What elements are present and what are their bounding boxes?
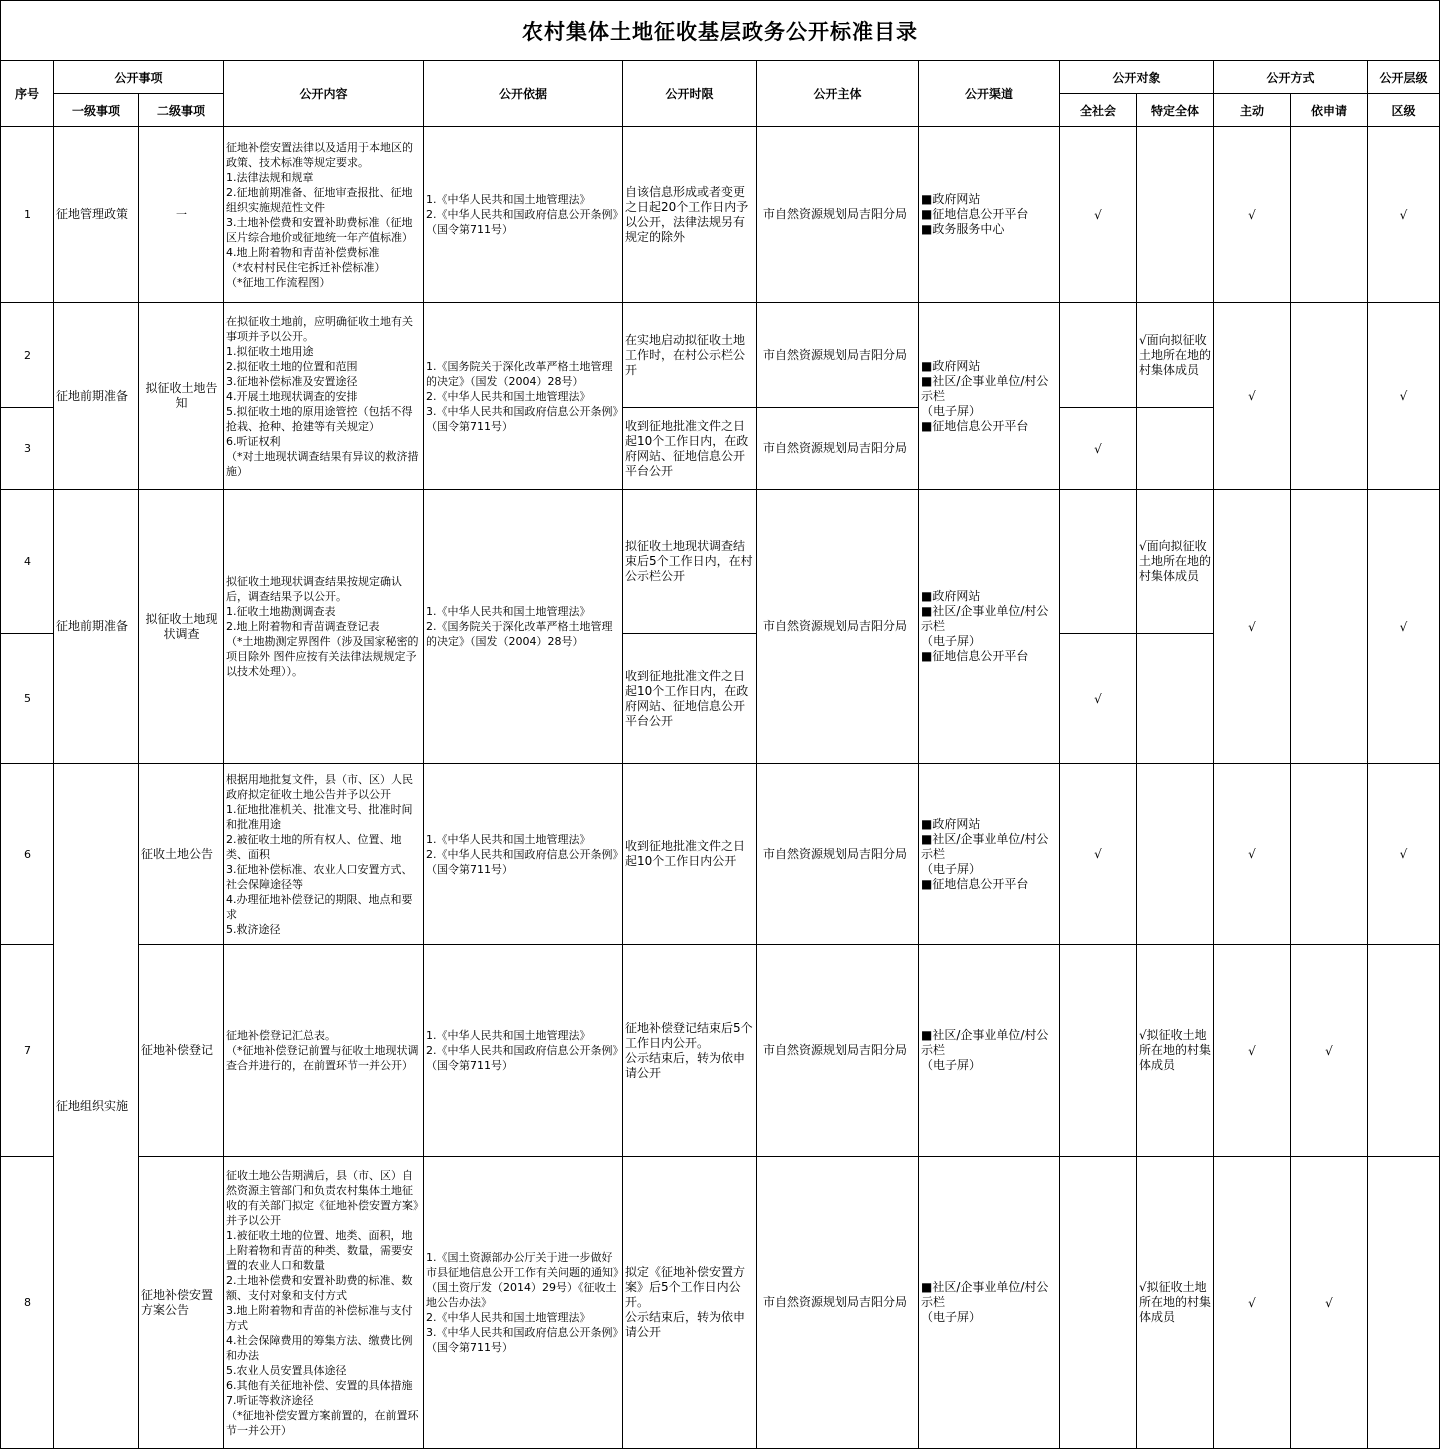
mode-active-check: √ (1248, 619, 1256, 634)
row-subject: 市自然资源规划局吉阳分局 (763, 347, 908, 362)
row-seq: 5 (24, 692, 31, 705)
header-item-l1: 一级事项 (71, 103, 120, 118)
row-subject: 市自然资源规划局吉阳分局 (763, 619, 908, 633)
row-l2: 拟征收土地告知 (145, 381, 218, 410)
target-specific-note: √面向拟征收土地所在地的村集体成员 (1139, 539, 1212, 583)
row-basis: 1.《中华人民共和国土地管理法》 2.《中华人民共和国政府信息公开条例》（国令第711号） (426, 193, 618, 236)
row-channel: ■政府网站 ■社区/企事业单位/村公示栏 （电子屏） ■征地信息公开平台 (921, 816, 1049, 891)
row-seq: 3 (24, 442, 31, 455)
row-basis: 1.《国土资源部办公厅关于进一步做好市县征地信息公开工作有关问题的通知》（国土资厅发（2014）29号）《征收土地公告办法》 2.《中华人民共和国土地管理法》 3.《中华人民共和国政府信息公开条例》（国令第711号） (426, 1251, 619, 1354)
level-district-check: √ (1399, 847, 1408, 861)
row-time: 在实地启动拟征收土地工作时，在村公示栏公开 (625, 332, 746, 377)
row-l2: 征地补偿登记 (141, 1043, 214, 1057)
row-l2: 拟征收土地现状调查 (145, 611, 218, 641)
mode-request-check: √ (1325, 1295, 1333, 1310)
row-channel: ■社区/企事业单位/村公示栏 （电子屏） (921, 1028, 1049, 1072)
page-title: 农村集体土地征收基层政务公开标准目录 (522, 19, 918, 44)
header-level: 公开层级 (1379, 70, 1428, 85)
header-target-all: 全社会 (1079, 103, 1116, 118)
header-level-district: 区级 (1391, 103, 1416, 118)
row-time: 拟定《征地补偿安置方案》后5个工作日内公开。 公示结束后，转为依申请公开 (625, 1265, 746, 1339)
header-channel: 公开渠道 (964, 87, 1013, 101)
row-channel: ■政府网站 ■社区/企事业单位/村公示栏 （电子屏） ■征地信息公开平台 (921, 589, 1049, 663)
row-channel: ■政府网站 ■社区/企事业单位/村公示栏 （电子屏） ■征地信息公开平台 (921, 358, 1049, 433)
row-time: 收到征地批准文件之日起10个工作日内公开 (625, 839, 746, 868)
row-time: 自该信息形成或者变更之日起20个工作日内予以公开，法律法规另有规定的除外 (625, 184, 749, 244)
row-seq: 8 (24, 1296, 31, 1309)
row-l1: 征地前期准备 (56, 388, 129, 403)
target-specific-note: √面向拟征收土地所在地的村集体成员 (1139, 332, 1212, 377)
row-time: 收到征地批准文件之日起10个工作日内，在政府网站、征地信息公开平台公开 (625, 418, 749, 478)
mode-active-check: √ (1248, 1043, 1256, 1058)
mode-active-check: √ (1248, 207, 1256, 222)
row-subject: 市自然资源规划局吉阳分局 (763, 207, 908, 221)
header-subject: 公开主体 (813, 87, 862, 101)
row-time: 收到征地批准文件之日起10个工作日内，在政府网站、征地信息公开平台公开 (625, 668, 749, 728)
level-district-check: √ (1399, 389, 1408, 403)
header-basis: 公开依据 (498, 87, 547, 101)
header-time: 公开时限 (665, 87, 714, 101)
row-basis: 1.《中华人民共和国土地管理法》 2.《中华人民共和国政府信息公开条例》（国令第711号） (426, 1029, 618, 1072)
row-content: 征地补偿登记汇总表。 （*征地补偿登记前置与征收土地现状调查合并进行的，在前置环节一并公开） (226, 1029, 419, 1072)
mode-request-check: √ (1325, 1043, 1333, 1058)
row-content: 根据用地批复文件，县（市、区）人民政府拟定征收土地公告并予以公开 1.征地批准机关、批准文号、批准时间和批准用途 2.被征收土地的所有权人、位置、地类、面积 3.征地补偿标准、农业人口安置方式、社会保障途径等 4.办理征地补偿登记的期限、地点和要求 5.救济途径 (226, 772, 413, 936)
row-content: 征地补偿安置法律以及适用于本地区的政策、技术标准等规定要求。 1.法律法规和规章 2.征地前期准备、征地审查报批、征地组织实施规范性文件 3.土地补偿费和安置补助费标准（征地区片综合地价或征地统一年产值标准） 4.地上附着物和青苗补偿费标准 （*农村村民住宅拆迁补偿标准） （*征地工作流程图） (226, 140, 413, 289)
row-l1: 征地管理政策 (56, 207, 129, 221)
row-content: 征收土地公告期满后，县（市、区）自然资源主管部门和负责农村集体土地征收的有关部门拟定《征地补偿安置方案》并予以公开 1.被征收土地的位置、地类、面积，地上附着物和青苗的种类、数量，需要安置的农业人口和数量 2.土地补偿费和安置补助费的标准、数额、支付对象和支付方式 3.地上附着物和青苗的补偿标准与支付方式 4.社会保障费用的筹集方法、缴费比例和办法 5.农业人员安置具体途径 6.其他有关征地补偿、安置的具体措施 7.听证等救济途径 （*征地补偿安置方案前置的，在前置环节一并公开） (226, 1168, 419, 1437)
row-l1: 征地组织实施 (56, 1098, 129, 1113)
row-subject: 市自然资源规划局吉阳分局 (763, 441, 908, 455)
row-basis: 1.《中华人民共和国土地管理法》 2.《国务院关于深化改革严格土地管理的决定》（国发（2004）28号） (426, 605, 613, 648)
row-content: 拟征收土地现状调查结果按规定确认后，调查结果予以公开。 1.征收土地勘测调查表 2.地上附着物和青苗调查登记表 （*土地勘测定界图件（涉及国家秘密的项目除外 图件应按有关法律法规规定予以技术处理））。 (226, 575, 419, 678)
level-district-check: √ (1399, 619, 1408, 634)
level-district-check: √ (1399, 207, 1408, 222)
header-content: 公开内容 (299, 87, 348, 101)
header-item: 公开事项 (114, 70, 163, 85)
row-l2: 一 (176, 208, 187, 221)
target-specific-note: √拟征收土地所在地的村集体成员 (1139, 1280, 1212, 1324)
header-target: 公开对象 (1112, 70, 1161, 85)
target-all-check: √ (1094, 441, 1102, 456)
target-all-check: √ (1094, 691, 1102, 706)
target-all-check: √ (1094, 207, 1102, 222)
header-seq: 序号 (14, 87, 39, 101)
header-mode: 公开方式 (1266, 70, 1315, 85)
row-basis: 1.《国务院关于深化改革严格土地管理的决定》（国发（2004）28号） 2.《中华人民共和国土地管理法》 3.《中华人民共和国政府信息公开条例》（国令第711号） (426, 359, 618, 433)
row-seq: 7 (24, 1044, 31, 1057)
header-mode-request: 依申请 (1310, 103, 1347, 118)
target-specific-note: √拟征收土地所在地的村集体成员 (1139, 1028, 1212, 1072)
header-item-l2: 二级事项 (156, 103, 205, 118)
row-l2: 征收土地公告 (141, 846, 214, 861)
row-l1: 征地前期准备 (56, 619, 129, 633)
row-channel: ■政府网站 ■征地信息公开平台 ■政务服务中心 (921, 192, 1029, 236)
row-seq: 6 (24, 847, 31, 861)
row-time: 征地补偿登记结束后5个工作日内公开。 公示结束后，转为依申请公开 (625, 1020, 753, 1080)
row-time: 拟征收土地现状调查结束后5个工作日内，在村公示栏公开 (625, 539, 753, 583)
row-subject: 市自然资源规划局吉阳分局 (763, 1043, 908, 1057)
mode-active-check: √ (1248, 1295, 1256, 1310)
header-target-specific: 特定全体 (1150, 103, 1199, 118)
row-channel: ■社区/企事业单位/村公示栏 （电子屏） (921, 1280, 1049, 1324)
row-seq: 2 (24, 348, 31, 362)
row-subject: 市自然资源规划局吉阳分局 (763, 1295, 908, 1309)
row-basis: 1.《中华人民共和国土地管理法》 2.《中华人民共和国政府信息公开条例》（国令第711号） (426, 832, 618, 876)
row-content: 在拟征收土地前，应明确征收土地有关事项并予以公开。 1.拟征收土地用途 2.拟征收土地的位置和范围 3.征地补偿标准及安置途径 4.开展土地现状调查的安排 5.拟征收土地的原用途管控（包括不得抢栽、抢种、抢建等有关规定） 6.听证权利 （*对土地现状调查结果有异议的救济措施） (226, 314, 419, 478)
row-seq: 1 (24, 208, 31, 221)
row-subject: 市自然资源规划局吉阳分局 (763, 846, 908, 861)
row-l2: 征地补偿安置方案公告 (141, 1287, 214, 1317)
mode-active-check: √ (1248, 847, 1256, 861)
header-mode-active: 主动 (1239, 103, 1264, 118)
mode-active-check: √ (1248, 389, 1256, 403)
row-seq: 4 (24, 555, 31, 568)
target-all-check: √ (1094, 847, 1102, 861)
